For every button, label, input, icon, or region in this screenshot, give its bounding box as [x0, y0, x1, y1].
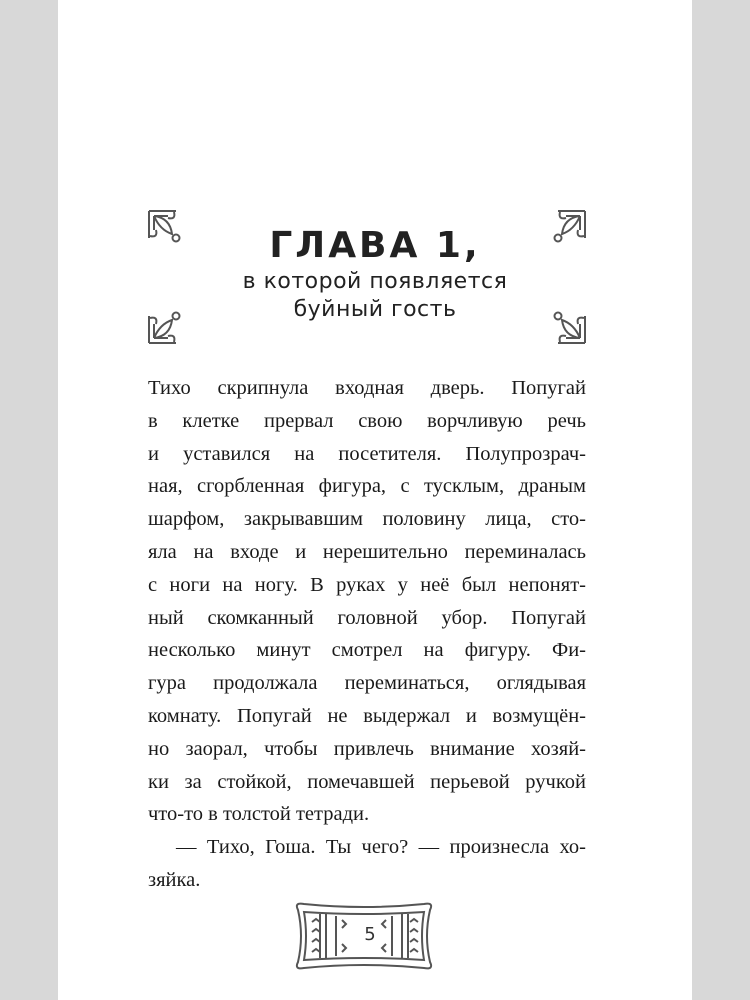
text-line: и уставился на посетителя. Полупрозрач-: [148, 442, 586, 465]
chapter-subtitle-line-2: буйный гость: [293, 297, 457, 322]
chapter-subtitle-line-1: в которой появляется: [242, 269, 508, 294]
text-line: несколько минут смотрел на фигуру. Фи-: [148, 639, 586, 662]
text-line: Тихо скрипнула входная дверь. Попугай: [148, 377, 586, 399]
text-line: ная, сгорбленная фигура, с тусклым, драным: [148, 475, 586, 498]
text-line: комнату. Попугай не выдержал и возмущён-: [148, 704, 586, 727]
text-line: с ноги на ногу. В руках у неё был непонят-: [148, 573, 586, 596]
paragraph-2: [148, 831, 586, 897]
chapter-title: ГЛАВА 1,: [269, 225, 481, 266]
text-line: ки за стойкой, помечавшей перьевой ручкой: [148, 770, 586, 793]
text-line: — Тихо, Гоша. Ты чего? — произнесла хо-: [176, 836, 586, 859]
paragraph-1: [148, 372, 586, 831]
text-line: что-то в толстой тетради.: [148, 803, 370, 826]
book-page: [58, 0, 692, 1000]
text-line: зяйка.: [148, 868, 201, 891]
text-line: в клетке прервал свою ворчливую речь: [148, 409, 586, 432]
text-line: но заорал, чтобы привлечь внимание хозяй-: [148, 737, 586, 760]
text-line: ный скомканный головной убор. Попугай: [148, 606, 586, 629]
page-number: 5: [364, 924, 376, 945]
text-line: шарфом, закрывавшим половину лица, сто-: [148, 508, 586, 531]
chapter-body-text: [148, 372, 586, 897]
text-line: яла на входе и нерешительно переминалась: [148, 540, 586, 563]
text-line: гура продолжала переминаться, оглядывая: [148, 672, 586, 695]
